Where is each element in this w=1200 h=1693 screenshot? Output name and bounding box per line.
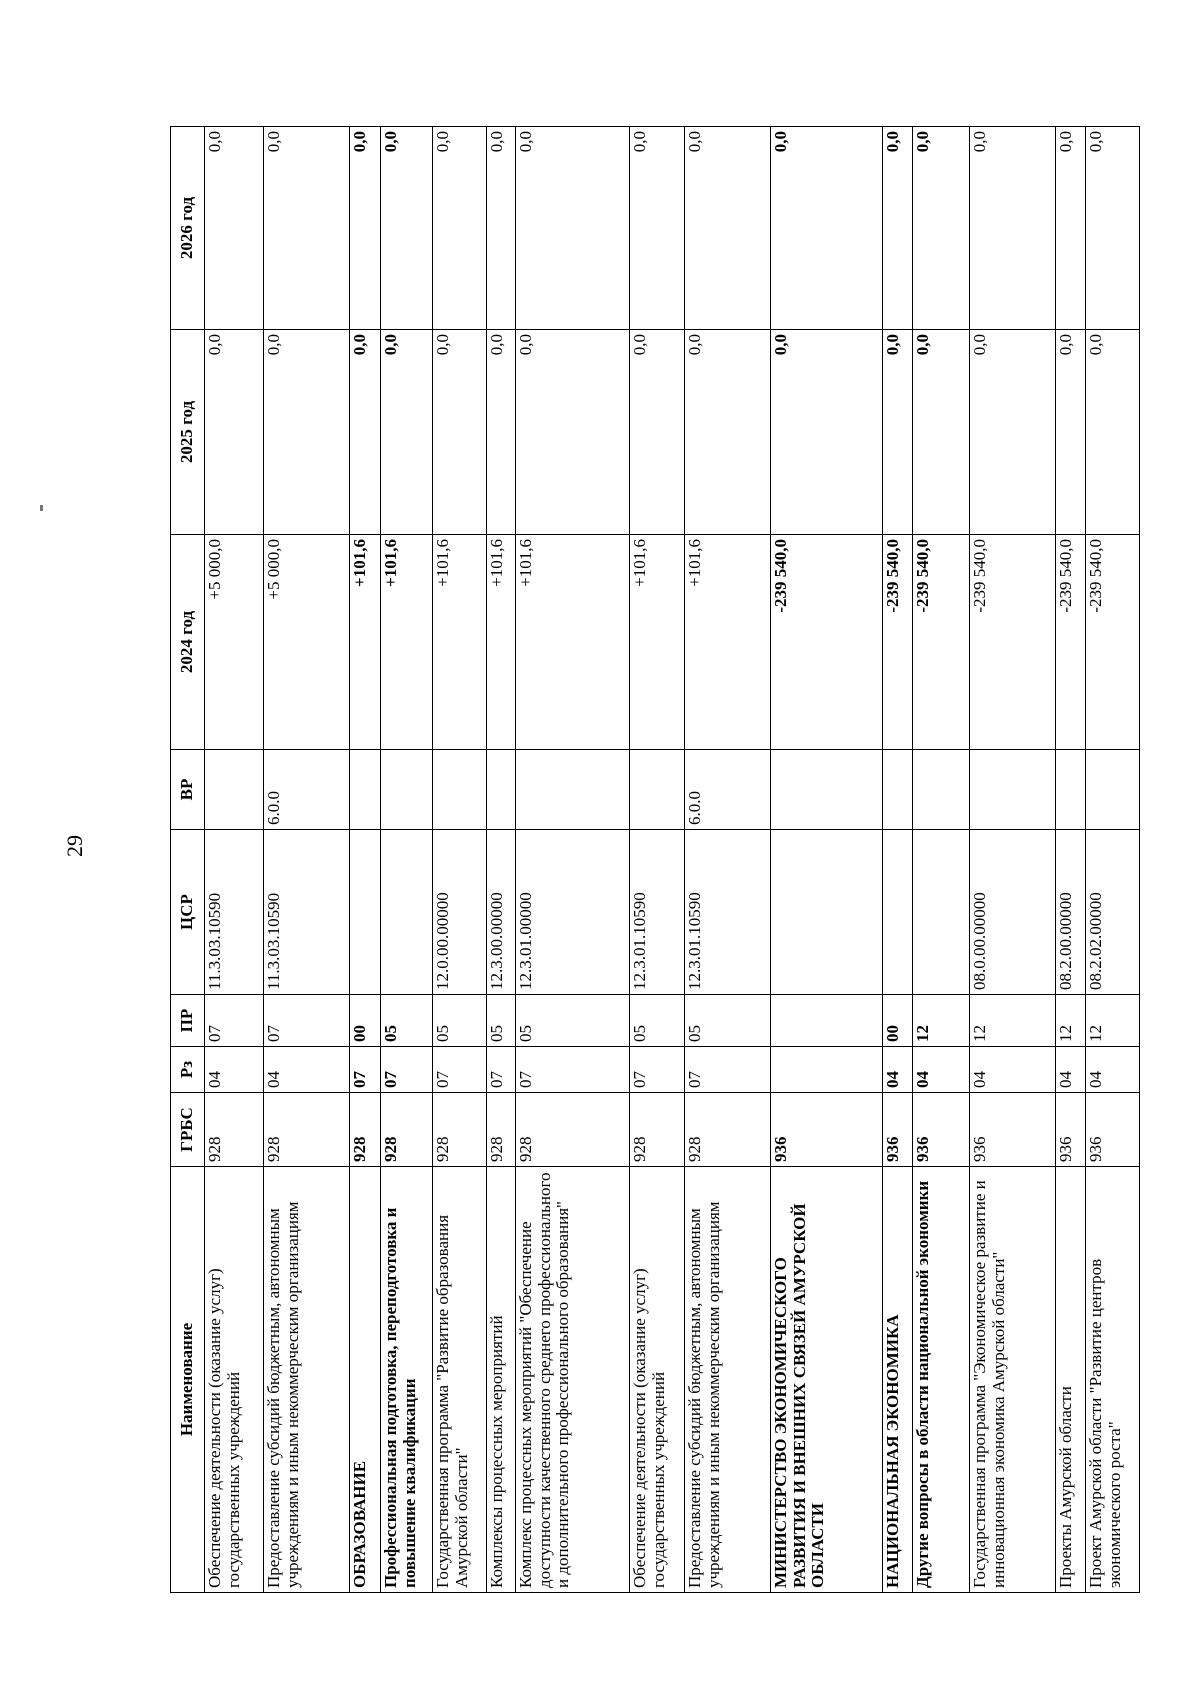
row-name: Предоставление субсидий бюджетным, автономным учреждениям и иным некоммерческим организациям <box>264 1167 350 1593</box>
row-2025: 0,0 <box>381 330 433 535</box>
row-pr: 12 <box>1086 995 1140 1047</box>
row-2024: -239 540,0 <box>771 535 883 750</box>
row-rz: 04 <box>913 1047 970 1093</box>
row-grbs: 928 <box>685 1093 771 1167</box>
row-name: Обеспечение деятельности (оказание услуг) государственных учреждений <box>630 1167 685 1593</box>
row-2024: -239 540,0 <box>1086 535 1140 750</box>
row-pr: 00 <box>350 995 381 1047</box>
row-2025: 0,0 <box>630 330 685 535</box>
table-row <box>883 127 913 1593</box>
row-csr <box>883 830 913 995</box>
table-row <box>350 127 381 1593</box>
row-vr <box>883 750 913 830</box>
row-pr: 07 <box>264 995 350 1047</box>
row-2024: -239 540,0 <box>1056 535 1086 750</box>
row-pr: 12 <box>1056 995 1086 1047</box>
table-body <box>205 127 1140 1593</box>
row-2026: 0,0 <box>771 127 883 330</box>
row-grbs: 936 <box>913 1093 970 1167</box>
row-2026: 0,0 <box>516 127 630 330</box>
row-name: Комплексы процессных мероприятий <box>487 1167 516 1593</box>
row-csr: 11.3.03.10590 <box>264 830 350 995</box>
header-rz: Рз <box>171 1047 205 1093</box>
row-pr: 05 <box>381 995 433 1047</box>
row-2024: +101,6 <box>685 535 771 750</box>
row-csr: 12.3.01.10590 <box>630 830 685 995</box>
table-row <box>970 127 1056 1593</box>
row-name: Предоставление субсидий бюджетным, автономным учреждениям и иным некоммерческим организациям <box>685 1167 771 1593</box>
row-pr: 12 <box>970 995 1056 1047</box>
row-name: ОБРАЗОВАНИЕ <box>350 1167 381 1593</box>
row-vr <box>970 750 1056 830</box>
row-name: Комплекс процессных мероприятий "Обеспечение доступности качественного среднего профессионального и дополнительного профессионального образования" <box>516 1167 630 1593</box>
row-2026: 0,0 <box>970 127 1056 330</box>
row-2025: 0,0 <box>1086 330 1140 535</box>
table-row <box>264 127 350 1593</box>
row-csr <box>913 830 970 995</box>
row-grbs: 936 <box>1056 1093 1086 1167</box>
budget-table <box>170 126 1140 1593</box>
row-name: МИНИСТЕРСТВО ЭКОНОМИЧЕСКОГО РАЗВИТИЯ И ВНЕШНИХ СВЯЗЕЙ АМУРСКОЙ ОБЛАСТИ <box>771 1167 883 1593</box>
row-vr <box>630 750 685 830</box>
row-csr: 08.2.00.00000 <box>1056 830 1086 995</box>
header-2024: 2024 год <box>171 535 205 750</box>
row-rz: 04 <box>883 1047 913 1093</box>
row-grbs: 928 <box>205 1093 264 1167</box>
header-2026: 2026 год <box>171 127 205 330</box>
row-2026: 0,0 <box>685 127 771 330</box>
row-2025: 0,0 <box>970 330 1056 535</box>
header-pr: ПР <box>171 995 205 1047</box>
row-vr <box>487 750 516 830</box>
row-2026: 0,0 <box>1056 127 1086 330</box>
row-grbs: 928 <box>433 1093 487 1167</box>
row-2024: -239 540,0 <box>913 535 970 750</box>
row-2025: 0,0 <box>264 330 350 535</box>
table-row <box>913 127 970 1593</box>
row-rz: 07 <box>630 1047 685 1093</box>
row-pr: 12 <box>913 995 970 1047</box>
table-row <box>771 127 883 1593</box>
row-csr <box>381 830 433 995</box>
row-pr: 00 <box>883 995 913 1047</box>
row-name: Обеспечение деятельности (оказание услуг) государственных учреждений <box>205 1167 264 1593</box>
row-2026: 0,0 <box>487 127 516 330</box>
row-pr: 05 <box>487 995 516 1047</box>
row-2026: 0,0 <box>433 127 487 330</box>
row-csr: 12.3.01.10590 <box>685 830 771 995</box>
row-2024: +101,6 <box>381 535 433 750</box>
header-2025: 2025 год <box>171 330 205 535</box>
row-name: Проекты Амурской области <box>1056 1167 1086 1593</box>
row-vr <box>433 750 487 830</box>
row-rz: 04 <box>205 1047 264 1093</box>
row-vr <box>205 750 264 830</box>
row-2024: +5 000,0 <box>264 535 350 750</box>
row-csr <box>771 830 883 995</box>
table-row <box>1086 127 1140 1593</box>
row-name: Профессиональная подготовка, переподготовка и повышение квалификации <box>381 1167 433 1593</box>
row-2024: +101,6 <box>487 535 516 750</box>
row-vr <box>1056 750 1086 830</box>
row-grbs: 928 <box>487 1093 516 1167</box>
table-header-row <box>171 127 205 1593</box>
row-name: Государственная программа "Экономическое развитие и инновационная экономика Амурской области" <box>970 1167 1056 1593</box>
row-grbs: 936 <box>1086 1093 1140 1167</box>
row-grbs: 928 <box>516 1093 630 1167</box>
row-pr <box>771 995 883 1047</box>
row-grbs: 936 <box>970 1093 1056 1167</box>
row-vr: 6.0.0 <box>264 750 350 830</box>
row-pr: 05 <box>516 995 630 1047</box>
table-row <box>433 127 487 1593</box>
row-vr <box>1086 750 1140 830</box>
row-2026: 0,0 <box>1086 127 1140 330</box>
row-csr: 08.2.02.00000 <box>1086 830 1140 995</box>
row-pr: 07 <box>205 995 264 1047</box>
row-vr <box>771 750 883 830</box>
row-name: Другие вопросы в области национальной экономики <box>913 1167 970 1593</box>
row-2024: +101,6 <box>433 535 487 750</box>
row-2026: 0,0 <box>913 127 970 330</box>
row-rz: 04 <box>264 1047 350 1093</box>
row-vr <box>913 750 970 830</box>
table-row <box>685 127 771 1593</box>
row-2026: 0,0 <box>883 127 913 330</box>
row-vr <box>381 750 433 830</box>
row-2025: 0,0 <box>487 330 516 535</box>
row-csr: 12.3.01.00000 <box>516 830 630 995</box>
row-2025: 0,0 <box>205 330 264 535</box>
row-pr: 05 <box>685 995 771 1047</box>
row-2025: 0,0 <box>350 330 381 535</box>
row-2025: 0,0 <box>685 330 771 535</box>
row-2025: 0,0 <box>913 330 970 535</box>
row-2026: 0,0 <box>381 127 433 330</box>
table-row <box>630 127 685 1593</box>
row-csr: 12.0.00.00000 <box>433 830 487 995</box>
table-row <box>381 127 433 1593</box>
header-csr: ЦСР <box>171 830 205 995</box>
row-rz: 04 <box>1056 1047 1086 1093</box>
row-2024: +101,6 <box>630 535 685 750</box>
header-vr: ВР <box>171 750 205 830</box>
row-2026: 0,0 <box>350 127 381 330</box>
row-grbs: 936 <box>771 1093 883 1167</box>
row-vr: 6.0.0 <box>685 750 771 830</box>
row-2024: +101,6 <box>516 535 630 750</box>
row-2025: 0,0 <box>433 330 487 535</box>
row-name: Государственная программа "Развитие образования Амурской области" <box>433 1167 487 1593</box>
scan-speck <box>40 505 43 511</box>
table-row <box>516 127 630 1593</box>
row-2024: +101,6 <box>350 535 381 750</box>
row-csr <box>350 830 381 995</box>
row-grbs: 928 <box>264 1093 350 1167</box>
row-name: НАЦИОНАЛЬНАЯ ЭКОНОМИКА <box>883 1167 913 1593</box>
row-2024: +5 000,0 <box>205 535 264 750</box>
page-number: 29 <box>62 835 87 857</box>
row-rz: 07 <box>487 1047 516 1093</box>
row-grbs: 928 <box>630 1093 685 1167</box>
row-vr <box>350 750 381 830</box>
row-rz: 07 <box>516 1047 630 1093</box>
row-2026: 0,0 <box>205 127 264 330</box>
row-csr: 12.3.00.00000 <box>487 830 516 995</box>
row-grbs: 936 <box>883 1093 913 1167</box>
row-2026: 0,0 <box>630 127 685 330</box>
table-row <box>487 127 516 1593</box>
row-2025: 0,0 <box>1056 330 1086 535</box>
row-grbs: 928 <box>381 1093 433 1167</box>
row-rz: 04 <box>970 1047 1056 1093</box>
row-rz: 07 <box>433 1047 487 1093</box>
row-rz: 04 <box>1086 1047 1140 1093</box>
row-2025: 0,0 <box>516 330 630 535</box>
header-grbs: ГРБС <box>171 1093 205 1167</box>
row-rz: 07 <box>685 1047 771 1093</box>
row-csr: 08.0.00.00000 <box>970 830 1056 995</box>
row-vr <box>516 750 630 830</box>
row-2025: 0,0 <box>771 330 883 535</box>
row-rz <box>771 1047 883 1093</box>
row-rz: 07 <box>381 1047 433 1093</box>
header-name: Наименование <box>171 1167 205 1593</box>
row-2024: -239 540,0 <box>883 535 913 750</box>
row-pr: 05 <box>630 995 685 1047</box>
row-2025: 0,0 <box>883 330 913 535</box>
row-name: Проект Амурской области "Развитие центров экономического роста" <box>1086 1167 1140 1593</box>
row-csr: 11.3.03.10590 <box>205 830 264 995</box>
row-pr: 05 <box>433 995 487 1047</box>
row-2024: -239 540,0 <box>970 535 1056 750</box>
row-2026: 0,0 <box>264 127 350 330</box>
table-row <box>1056 127 1086 1593</box>
budget-table-container <box>170 127 1124 1593</box>
row-grbs: 928 <box>350 1093 381 1167</box>
row-rz: 07 <box>350 1047 381 1093</box>
table-row <box>205 127 264 1593</box>
